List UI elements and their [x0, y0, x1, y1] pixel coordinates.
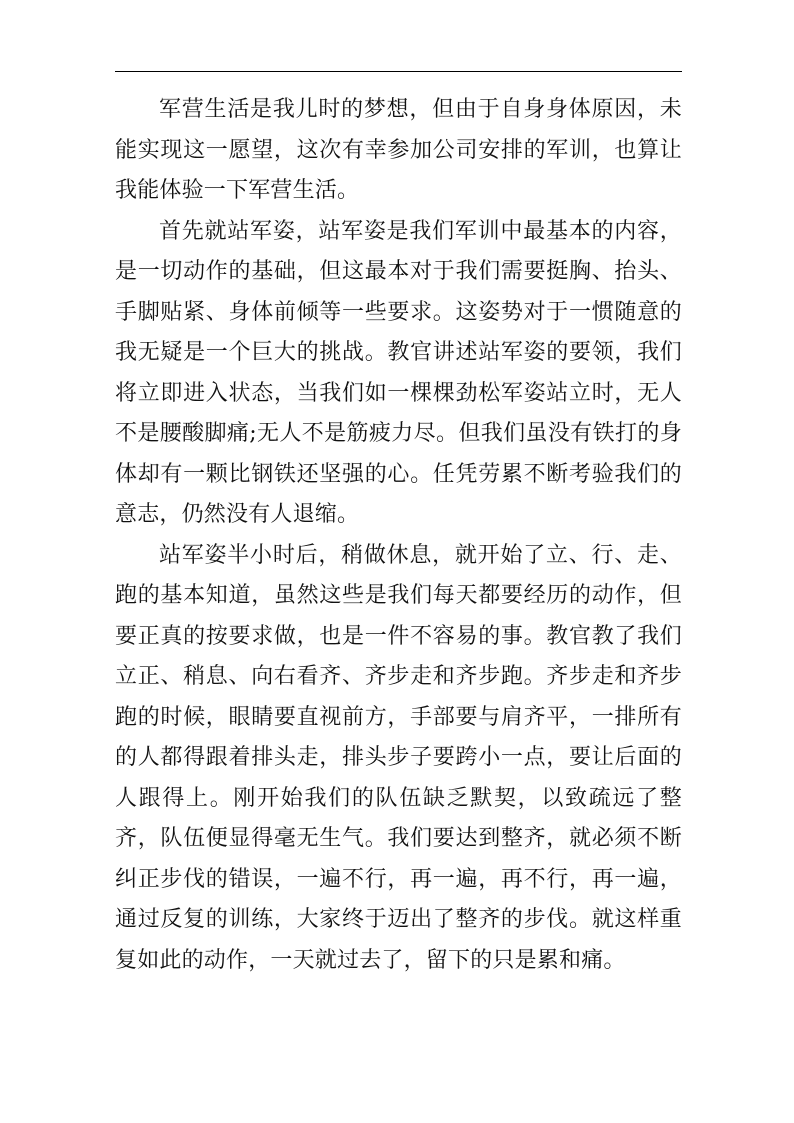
document-body — [115, 90, 682, 981]
paragraph-2: 首先就站军姿，站军姿是我们军训中最基本的内容，是一切动作的基础，但这最本对于我们需要挺胸、抬头、手脚贴紧、身体前倾等一些要求。这姿势对于一惯随意的我无疑是一个巨大的挑战。教官讲述站军姿的要领，我们将立即进入状态，当我们如一棵棵劲松军姿站立时，无人不是腰酸脚痛;无人不是筋疲力尽。但我们虽没有铁打的身体却有一颗比钢铁还坚强的心。任凭劳累不断考验我们的意志，仍然没有人退缩。 — [115, 218, 682, 527]
paragraph-1: 军营生活是我儿时的梦想，但由于自身身体原因，未能实现这一愿望，这次有幸参加公司安排的军训，也算让我能体验一下军营生活。 — [115, 97, 682, 203]
header-rule — [115, 71, 682, 72]
paragraph-3: 站军姿半小时后，稍做休息，就开始了立、行、走、跑的基本知道，虽然这些是我们每天都要经历的动作，但要正真的按要求做，也是一件不容易的事。教官教了我们立正、稍息、向右看齐、齐步走和齐步跑。齐步走和齐步跑的时候，眼睛要直视前方，手部要与肩齐平，一排所有的人都得跟着排头走，排头步子要跨小一点，要让后面的人跟得上。刚开始我们的队伍缺乏默契，以致疏远了整齐，队伍便显得毫无生气。我们要达到整齐，就必须不断纠正步伐的错误，一遍不行，再一遍，再不行，再一遍，通过反复的训练，大家终于迈出了整齐的步伐。就这样重复如此的动作，一天就过去了，留下的只是累和痛。 — [115, 542, 682, 973]
